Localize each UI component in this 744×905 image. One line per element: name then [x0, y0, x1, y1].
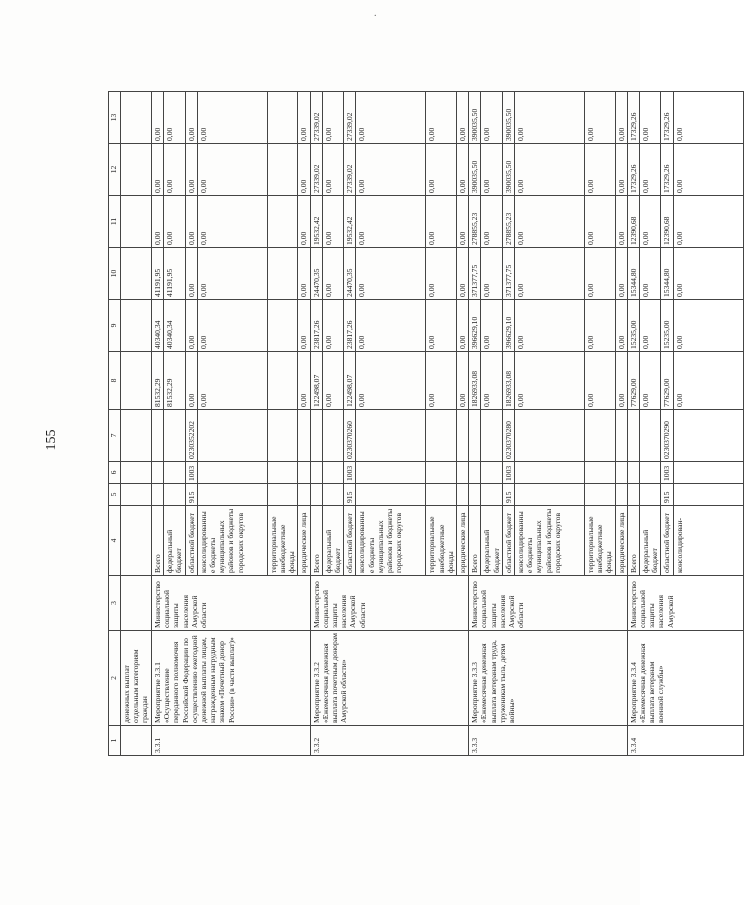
amount-cell: 0,00	[152, 144, 164, 196]
csr-code: 0230370260	[344, 410, 356, 462]
funding-source: юридические лица	[457, 506, 469, 576]
measure-number: 3.3.3	[469, 726, 628, 756]
grbs-code	[267, 484, 298, 506]
rzpr-code	[481, 462, 502, 484]
amount-cell: 390035,50	[502, 144, 514, 196]
grbs-code	[457, 484, 469, 506]
amount-cell: 0,00	[457, 92, 469, 144]
rzpr-code	[615, 462, 627, 484]
funding-source: консолидированные бюджеты муниципальных районов и бюджеты городских округов	[197, 506, 267, 576]
amount-cell: 27339,02	[310, 144, 322, 196]
grbs-code	[481, 484, 502, 506]
amount-cell: 41191,95	[152, 248, 164, 300]
amount-cell: 0,00	[185, 92, 197, 144]
csr-code	[640, 410, 661, 462]
amount-cell: 0,00	[673, 248, 743, 300]
amount-cell: 17329,26	[627, 92, 639, 144]
rzpr-code: 1003	[344, 462, 356, 484]
amount-cell: 122498,07	[344, 352, 356, 410]
amount-cell: 0,00	[673, 352, 743, 410]
amount-cell: 0,00	[164, 144, 185, 196]
grbs-code	[585, 484, 616, 506]
amount-cell: 27339,02	[344, 144, 356, 196]
rzpr-code	[627, 462, 639, 484]
amount-cell: 15344,80	[661, 248, 673, 300]
funding-source: территориальные внебюджетные фонды	[585, 506, 616, 576]
rzpr-code	[469, 462, 481, 484]
amount-cell: 0,00	[322, 196, 343, 248]
csr-code	[615, 410, 627, 462]
rzpr-code	[640, 462, 661, 484]
csr-code	[152, 410, 164, 462]
amount-cell: 0,00	[615, 196, 627, 248]
rzpr-code	[197, 462, 267, 484]
csr-code: 0230370290	[661, 410, 673, 462]
amount-cell: 0,00	[481, 144, 502, 196]
amount-cell: 0,00	[356, 196, 426, 248]
funding-source: областной бюджет	[344, 506, 356, 576]
amount-cell: 0,00	[322, 144, 343, 196]
amount-cell: 0,00	[585, 248, 616, 300]
amount-cell: 0,00	[585, 144, 616, 196]
funding-source: Всего	[627, 506, 639, 576]
rzpr-code	[322, 462, 343, 484]
amount-cell: 0,00	[640, 196, 661, 248]
amount-cell: 0,00	[164, 92, 185, 144]
column-header: 8	[109, 352, 121, 410]
page-number: 155	[44, 429, 59, 451]
amount-cell: 27339,02	[344, 92, 356, 144]
executor: Министерство социальной защиты населения Амурской области	[310, 576, 469, 631]
amount-cell	[267, 92, 298, 144]
funding-source: федеральный бюджет	[481, 506, 502, 576]
csr-code	[627, 410, 639, 462]
funding-source: консолидированные бюджеты муниципальных районов и бюджеты городских округов	[515, 506, 585, 576]
amount-cell: 0,00	[185, 248, 197, 300]
amount-cell: 0,00	[615, 144, 627, 196]
amount-cell: 0,00	[426, 92, 457, 144]
amount-cell	[267, 300, 298, 352]
amount-cell: 0,00	[640, 352, 661, 410]
rotated-table-wrapper	[108, 92, 684, 756]
amount-cell: 0,00	[164, 196, 185, 248]
amount-cell: 0,00	[197, 196, 267, 248]
amount-cell: 0,00	[615, 300, 627, 352]
column-header: 2	[109, 631, 121, 726]
amount-cell: 390035,50	[469, 144, 481, 196]
grbs-code	[356, 484, 426, 506]
amount-cell: 0,00	[615, 352, 627, 410]
amount-cell: 0,00	[356, 92, 426, 144]
funding-source: областной бюджет	[185, 506, 197, 576]
amount-cell: 0,00	[515, 248, 585, 300]
rzpr-code	[515, 462, 585, 484]
amount-cell: 0,00	[426, 248, 457, 300]
grbs-code	[426, 484, 457, 506]
executor: Министерство социальной защиты населения Амурской	[627, 576, 743, 631]
rzpr-code: 1003	[661, 462, 673, 484]
amount-cell: 0,00	[426, 352, 457, 410]
executor: Министерство социальной защиты населения Амурской области	[469, 576, 628, 631]
funding-source: федеральный бюджет	[640, 506, 661, 576]
amount-cell: 0,00	[152, 196, 164, 248]
csr-code	[457, 410, 469, 462]
amount-cell: 371377,75	[469, 248, 481, 300]
funding-source: федеральный бюджет	[322, 506, 343, 576]
column-header: 10	[109, 248, 121, 300]
rzpr-code	[673, 462, 743, 484]
funding-source: консолидирован-	[673, 506, 743, 576]
rzpr-code: 1003	[185, 462, 197, 484]
grbs-code: 915	[344, 484, 356, 506]
amount-cell: 0,00	[640, 300, 661, 352]
amount-cell: 27339,02	[310, 92, 322, 144]
amount-cell: 0,00	[457, 196, 469, 248]
column-header: 13	[109, 92, 121, 144]
amount-cell: 77629,00	[661, 352, 673, 410]
column-header: 4	[109, 506, 121, 576]
funding-source: юридические лица	[298, 506, 310, 576]
csr-code	[197, 410, 267, 462]
amount-cell: 0,00	[197, 144, 267, 196]
budget-table	[108, 91, 744, 756]
grbs-code	[310, 484, 322, 506]
grbs-code	[298, 484, 310, 506]
amount-cell: 0,00	[585, 352, 616, 410]
amount-cell: 0,00	[515, 300, 585, 352]
amount-cell: 0,00	[197, 352, 267, 410]
csr-code: 0230352202	[185, 410, 197, 462]
grbs-code	[627, 484, 639, 506]
amount-cell: 17329,26	[627, 144, 639, 196]
amount-cell: 15235,00	[661, 300, 673, 352]
rzpr-code	[585, 462, 616, 484]
amount-cell	[267, 196, 298, 248]
amount-cell: 77629,00	[627, 352, 639, 410]
measure-name: Мероприятие 3.3.4 «Ежемесячная денежная выплата ветеранам военной службы»	[627, 631, 743, 726]
grbs-code	[673, 484, 743, 506]
measure-name: Мероприятие 3.3.3 «Ежемесячная денежная выплата ветеранам труда, труженикам тыла, детям войны»	[469, 631, 628, 726]
grbs-code	[515, 484, 585, 506]
grbs-code	[164, 484, 185, 506]
amount-cell: 0,00	[185, 300, 197, 352]
amount-cell: 15235,00	[627, 300, 639, 352]
grbs-code	[152, 484, 164, 506]
amount-cell: 0,00	[640, 248, 661, 300]
grbs-code: 915	[502, 484, 514, 506]
amount-cell: 1826933,08	[502, 352, 514, 410]
rzpr-code	[267, 462, 298, 484]
csr-code	[673, 410, 743, 462]
amount-cell: 122498,07	[310, 352, 322, 410]
column-header: 6	[109, 462, 121, 484]
amount-cell: 12390,68	[661, 196, 673, 248]
amount-cell: 0,00	[356, 144, 426, 196]
amount-cell: 0,00	[298, 300, 310, 352]
grbs-code	[197, 484, 267, 506]
amount-cell: 0,00	[515, 144, 585, 196]
amount-cell: 0,00	[197, 300, 267, 352]
amount-cell: 390035,50	[502, 92, 514, 144]
amount-cell: 0,00	[457, 248, 469, 300]
amount-cell: 0,00	[356, 352, 426, 410]
amount-cell: 0,00	[426, 144, 457, 196]
funding-source: юридические лица	[615, 506, 627, 576]
amount-cell: 0,00	[356, 248, 426, 300]
funding-source: Всего	[469, 506, 481, 576]
measure-number: 3.3.1	[152, 726, 311, 756]
corner-mark: .	[374, 8, 377, 19]
amount-cell: 0,00	[197, 92, 267, 144]
grbs-code	[322, 484, 343, 506]
amount-cell: 0,00	[585, 300, 616, 352]
measure-number: 3.3.4	[627, 726, 743, 756]
column-header: 3	[109, 576, 121, 631]
measure-name: Мероприятие 3.3.1 «Осуществление переданного полномочия Российской Федерации по осуществлению ежегодной денежной выплаты лицам, награжденным нагрудным знаком «Почетный донор России» (в части выплат)»	[152, 631, 311, 726]
grbs-code	[469, 484, 481, 506]
amount-cell: 0,00	[457, 352, 469, 410]
amount-cell: 0,00	[185, 196, 197, 248]
grbs-code: 915	[661, 484, 673, 506]
amount-cell: 0,00	[585, 196, 616, 248]
amount-cell: 24470,35	[344, 248, 356, 300]
amount-cell	[267, 144, 298, 196]
rzpr-code	[356, 462, 426, 484]
rzpr-code	[164, 462, 185, 484]
column-header: 7	[109, 410, 121, 462]
amount-cell: 396629,10	[469, 300, 481, 352]
amount-cell: 0,00	[673, 300, 743, 352]
csr-code	[322, 410, 343, 462]
amount-cell: 0,00	[481, 352, 502, 410]
amount-cell: 12390,68	[627, 196, 639, 248]
grbs-code	[640, 484, 661, 506]
csr-code	[469, 410, 481, 462]
amount-cell	[267, 248, 298, 300]
amount-cell: 0,00	[356, 300, 426, 352]
amount-cell: 0,00	[426, 196, 457, 248]
column-number-row	[109, 92, 121, 756]
amount-cell: 0,00	[322, 92, 343, 144]
amount-cell: 0,00	[515, 352, 585, 410]
funding-source: консолидированные бюджеты муниципальных районов и бюджеты городских округов	[356, 506, 426, 576]
table-row	[152, 92, 164, 756]
amount-cell	[267, 352, 298, 410]
column-header: 1	[109, 726, 121, 756]
amount-cell: 0,00	[515, 196, 585, 248]
csr-code	[356, 410, 426, 462]
funding-source: Всего	[310, 506, 322, 576]
amount-cell: 40340,34	[152, 300, 164, 352]
csr-code	[481, 410, 502, 462]
amount-cell: 390035,50	[469, 92, 481, 144]
section-text: денежных выплат отдельным категориям граждан	[121, 631, 152, 726]
amount-cell: 0,00	[640, 144, 661, 196]
csr-code	[585, 410, 616, 462]
csr-code: 0230370280	[502, 410, 514, 462]
amount-cell: 371377,75	[502, 248, 514, 300]
amount-cell: 0,00	[197, 248, 267, 300]
amount-cell: 278855,23	[502, 196, 514, 248]
amount-cell: 0,00	[481, 300, 502, 352]
amount-cell: 0,00	[152, 92, 164, 144]
amount-cell: 0,00	[585, 92, 616, 144]
funding-source: территориальные внебюджетные фонды	[267, 506, 298, 576]
grbs-code: 915	[185, 484, 197, 506]
amount-cell: 0,00	[322, 300, 343, 352]
amount-cell: 0,00	[673, 196, 743, 248]
amount-cell: 0,00	[640, 92, 661, 144]
table-row	[627, 92, 639, 756]
csr-code	[267, 410, 298, 462]
funding-source: федеральный бюджет	[164, 506, 185, 576]
grbs-code	[615, 484, 627, 506]
amount-cell: 24470,35	[310, 248, 322, 300]
amount-cell: 0,00	[426, 300, 457, 352]
funding-source: областной бюджет	[502, 506, 514, 576]
amount-cell: 0,00	[322, 352, 343, 410]
amount-cell: 0,00	[298, 144, 310, 196]
amount-cell: 0,00	[457, 144, 469, 196]
rzpr-code	[152, 462, 164, 484]
csr-code	[310, 410, 322, 462]
amount-cell: 396629,10	[502, 300, 514, 352]
amount-cell: 0,00	[673, 92, 743, 144]
rzpr-code	[426, 462, 457, 484]
amount-cell: 0,00	[322, 248, 343, 300]
funding-source: Всего	[152, 506, 164, 576]
amount-cell: 81532,29	[164, 352, 185, 410]
amount-cell: 0,00	[185, 144, 197, 196]
rzpr-code	[457, 462, 469, 484]
csr-code	[515, 410, 585, 462]
amount-cell: 19532,42	[310, 196, 322, 248]
amount-cell: 0,00	[298, 196, 310, 248]
amount-cell: 15344,80	[627, 248, 639, 300]
amount-cell: 0,00	[298, 352, 310, 410]
amount-cell: 0,00	[673, 144, 743, 196]
funding-source: территориальные внебюджетные фонды	[426, 506, 457, 576]
csr-code	[298, 410, 310, 462]
funding-source: областной бюджет	[661, 506, 673, 576]
amount-cell: 19532,42	[344, 196, 356, 248]
amount-cell: 40340,34	[164, 300, 185, 352]
amount-cell: 41191,95	[164, 248, 185, 300]
section-continuation-row	[121, 92, 152, 756]
column-header: 5	[109, 484, 121, 506]
amount-cell: 0,00	[457, 300, 469, 352]
amount-cell: 17329,26	[661, 144, 673, 196]
column-header: 11	[109, 196, 121, 248]
csr-code	[426, 410, 457, 462]
amount-cell: 0,00	[481, 248, 502, 300]
column-header: 9	[109, 300, 121, 352]
amount-cell: 17329,26	[661, 92, 673, 144]
measure-number: 3.3.2	[310, 726, 469, 756]
amount-cell: 23817,26	[344, 300, 356, 352]
table-row	[310, 92, 322, 756]
amount-cell: 0,00	[185, 352, 197, 410]
amount-cell: 1826933,08	[469, 352, 481, 410]
amount-cell: 0,00	[298, 248, 310, 300]
table-row	[469, 92, 481, 756]
rzpr-code	[310, 462, 322, 484]
amount-cell: 278855,23	[469, 196, 481, 248]
amount-cell: 81532,29	[152, 352, 164, 410]
amount-cell: 0,00	[481, 196, 502, 248]
executor: Министерство социальной защиты населения Амурской области	[152, 576, 311, 631]
amount-cell: 23817,26	[310, 300, 322, 352]
amount-cell: 0,00	[515, 92, 585, 144]
rzpr-code: 1003	[502, 462, 514, 484]
csr-code	[164, 410, 185, 462]
amount-cell: 0,00	[481, 92, 502, 144]
measure-name: Мероприятие 3.3.2 «Ежемесячная денежная выплата почетным донорам Амурской области»	[310, 631, 469, 726]
column-header: 12	[109, 144, 121, 196]
rzpr-code	[298, 462, 310, 484]
amount-cell: 0,00	[615, 248, 627, 300]
amount-cell: 0,00	[615, 92, 627, 144]
amount-cell: 0,00	[298, 92, 310, 144]
